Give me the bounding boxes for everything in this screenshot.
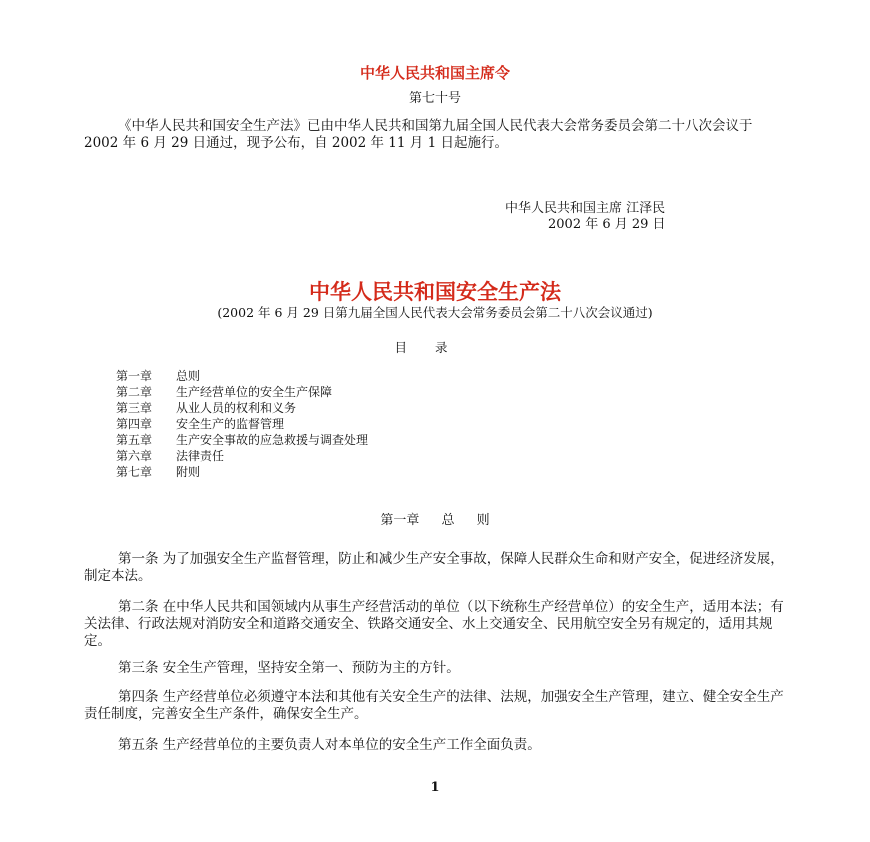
toc-item — [116, 368, 368, 384]
decree-signer: 中华人民共和国主席 江泽民 — [505, 201, 666, 216]
toc-item — [116, 464, 368, 480]
law-title: 中华人民共和国安全生产法 — [309, 279, 561, 304]
article-3: 第三条 安全生产管理，坚持安全第一、预防为主的方针。 — [118, 660, 460, 676]
toc-chapter-title: 生产安全事故的应急救援与调查处理 — [176, 433, 369, 447]
toc-item — [116, 400, 368, 416]
chapter-heading: 第一章 总 则 — [380, 513, 490, 528]
toc-chapter-title: 安全生产的监督管理 — [176, 417, 285, 431]
decree-number: 第七十号 — [408, 91, 461, 106]
toc-heading: 目录 — [394, 340, 476, 355]
decree-body: 《中华人民共和国安全生产法》已由中华人民共和国第九届全国人民代表大会常务委员会第二十八次会议于 2002 年 6 月 29 日通过，现予公布，自 2002 年 11 月 1 日起施行。 — [84, 118, 753, 151]
article-1: 第一条 为了加强安全生产监督管理，防止和减少生产安全事故，保障人民群众生命和财产安全，促进经济发展，制定本法。 — [84, 551, 784, 584]
toc-chapter-title: 生产经营单位的安全生产保障 — [176, 385, 333, 399]
toc-chapter-number: 第六章 — [116, 449, 153, 463]
decree-title: 中华人民共和国主席令 — [359, 64, 510, 82]
article-5: 第五条 生产经营单位的主要负责人对本单位的安全生产工作全面负责。 — [118, 737, 541, 753]
toc-chapter-number: 第四章 — [116, 417, 153, 431]
toc-chapter-title: 从业人员的权利和义务 — [176, 401, 297, 415]
table-of-contents — [116, 368, 368, 480]
article-2: 第二条 在中华人民共和国领域内从事生产经营活动的单位（以下统称生产经营单位）的安全生产，适用本法；有关法律、行政法规对消防安全和道路交通安全、铁路交通安全、水上交通安全、民用航空安全另有规定的，适用其规定。 — [84, 599, 784, 649]
toc-chapter-title: 法律责任 — [176, 449, 225, 463]
toc-item — [116, 384, 368, 400]
decree-date: 2002 年 6 月 29 日 — [548, 217, 666, 232]
toc-item — [116, 416, 368, 432]
toc-chapter-number: 第一章 — [116, 369, 153, 383]
law-subtitle: (2002 年 6 月 29 日第九届全国人民代表大会常务委员会第二十八次会议通过) — [217, 305, 653, 320]
article-4: 第四条 生产经营单位必须遵守本法和其他有关安全生产的法律、法规，加强安全生产管理，建立、健全安全生产责任制度，完善安全生产条件，确保安全生产。 — [84, 689, 784, 722]
toc-item — [116, 448, 368, 464]
toc-chapter-number: 第三章 — [116, 401, 153, 415]
toc-chapter-number: 第二章 — [116, 385, 153, 399]
toc-chapter-number: 第五章 — [116, 433, 153, 447]
toc-chapter-title: 总则 — [176, 369, 201, 383]
page-number: 1 — [430, 780, 440, 795]
toc-chapter-title: 附则 — [176, 465, 201, 479]
toc-item — [116, 432, 368, 448]
toc-chapter-number: 第七章 — [116, 465, 153, 479]
